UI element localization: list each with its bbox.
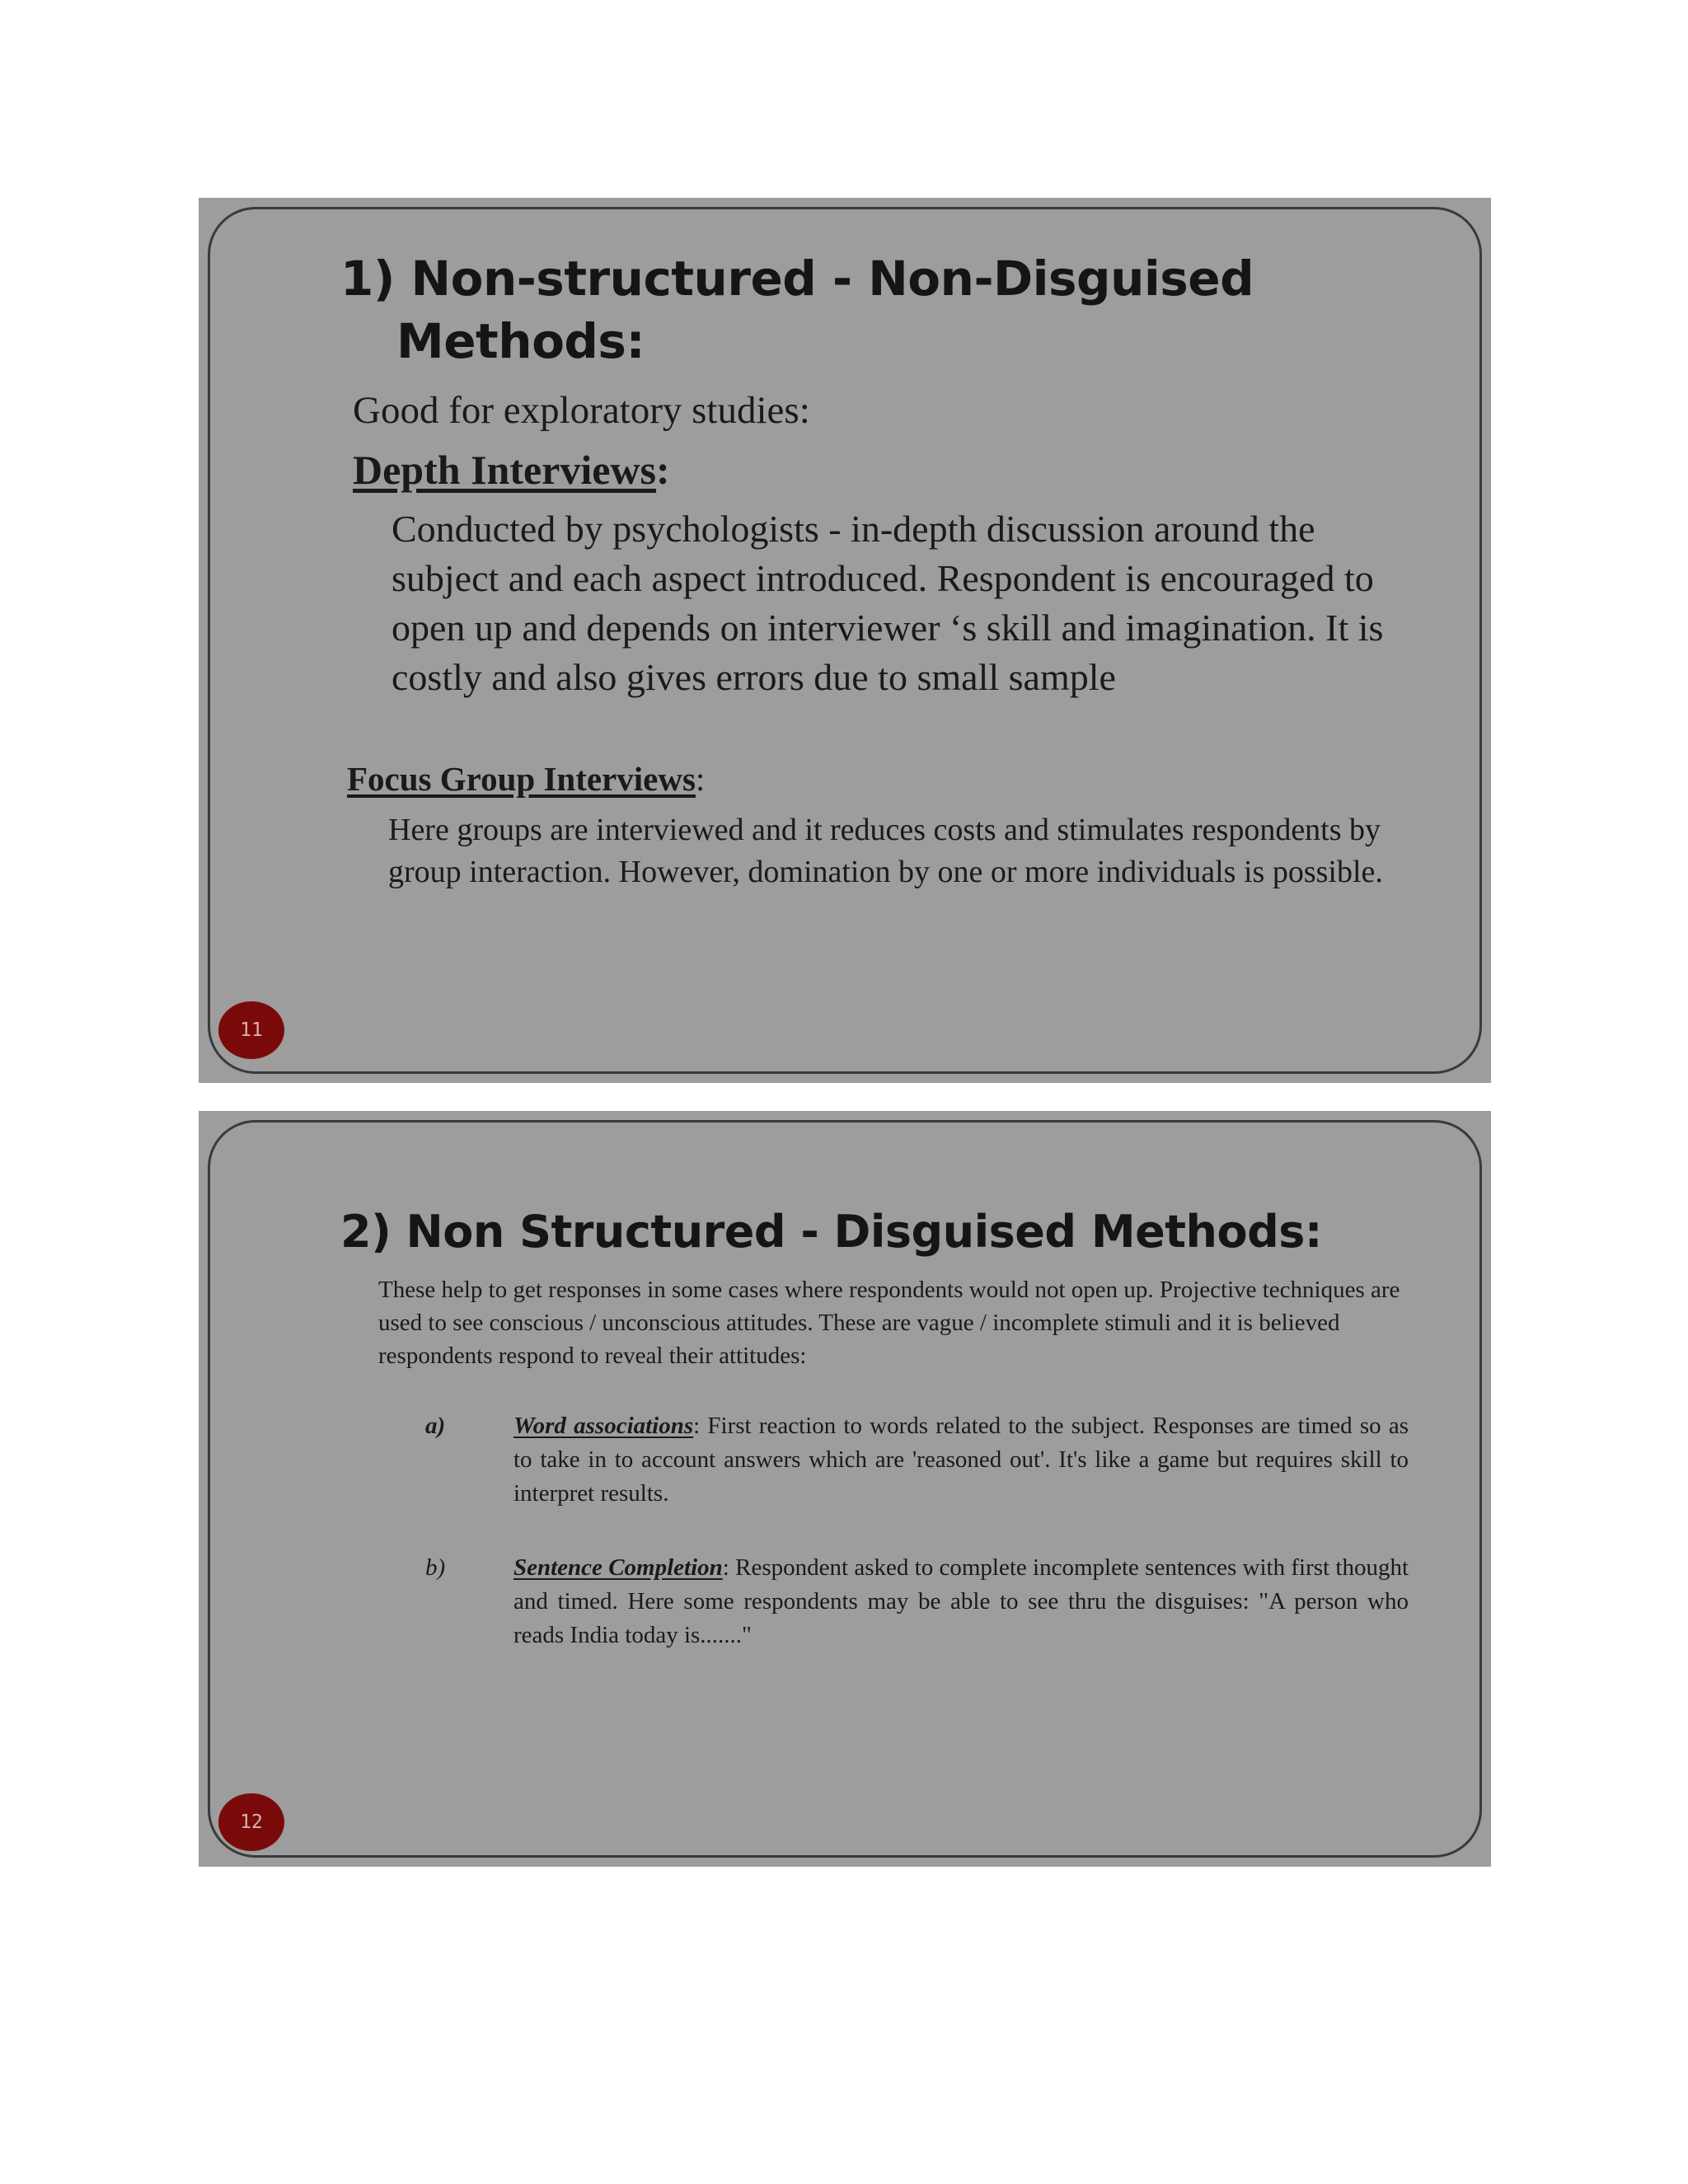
- list-marker: b): [425, 1554, 446, 1581]
- list-marker: a): [425, 1413, 446, 1439]
- slide-number-badge: 11: [218, 1001, 284, 1059]
- focus-group-heading-suffix: :: [695, 760, 706, 798]
- depth-interviews-body: Conducted by psychologists - in-depth discussion around the subject and each aspect introduced. Respondent is encouraged to open up and depends on interviewer ‘s skill and imagination. It is costly and also gives errors due to small sample: [392, 508, 1384, 698]
- focus-group-heading: [347, 757, 705, 801]
- slide-title-line-2: Methods:: [396, 313, 645, 369]
- list-item-term: Word associations: [513, 1413, 694, 1439]
- depth-interviews-heading-text: Depth Interviews: [353, 447, 657, 493]
- slide-12: [199, 1111, 1491, 1867]
- slide-title: 2) Non Structured - Disguised Methods:: [340, 1206, 1322, 1258]
- list-item-text: [513, 1551, 1409, 1652]
- list-item-description: : First reaction to words related to the subject. Responses are timed so as to take in to account answers which are 'reasoned out'. It's like a game but requires skill to interpret results.: [513, 1413, 1409, 1507]
- focus-group-heading-text: Focus Group Interviews: [347, 760, 696, 798]
- list-item-text: [513, 1409, 1409, 1511]
- list-item-description: : Respondent asked to complete incomplete sentences with first thought and timed. Here some respondents may be able to see thru the disguises: "A person who reads India today is.......": [513, 1554, 1409, 1648]
- depth-interviews-heading: [353, 445, 670, 494]
- focus-group-body: Here groups are interviewed and it reduces costs and stimulates respondents by group interaction. However, domination by one or more individuals is possible.: [388, 813, 1383, 889]
- depth-interviews-heading-suffix: :: [656, 447, 670, 493]
- slide-11: [199, 198, 1491, 1083]
- slide-title: [340, 247, 1412, 373]
- slide-title-line-1: 1) Non-structured - Non-Disguised: [340, 251, 1254, 307]
- slide-intro: Good for exploratory studies:: [353, 389, 810, 432]
- slide-number-badge: 12: [218, 1793, 284, 1851]
- list-item-term: Sentence Completion: [513, 1554, 723, 1581]
- slide-intro: These help to get responses in some cases where respondents would not open up. Projective techniques are used to see conscious / unconscious attitudes. These are vague / incomplete stimuli and it is believed respondents respond to reveal their attitudes:: [378, 1277, 1400, 1369]
